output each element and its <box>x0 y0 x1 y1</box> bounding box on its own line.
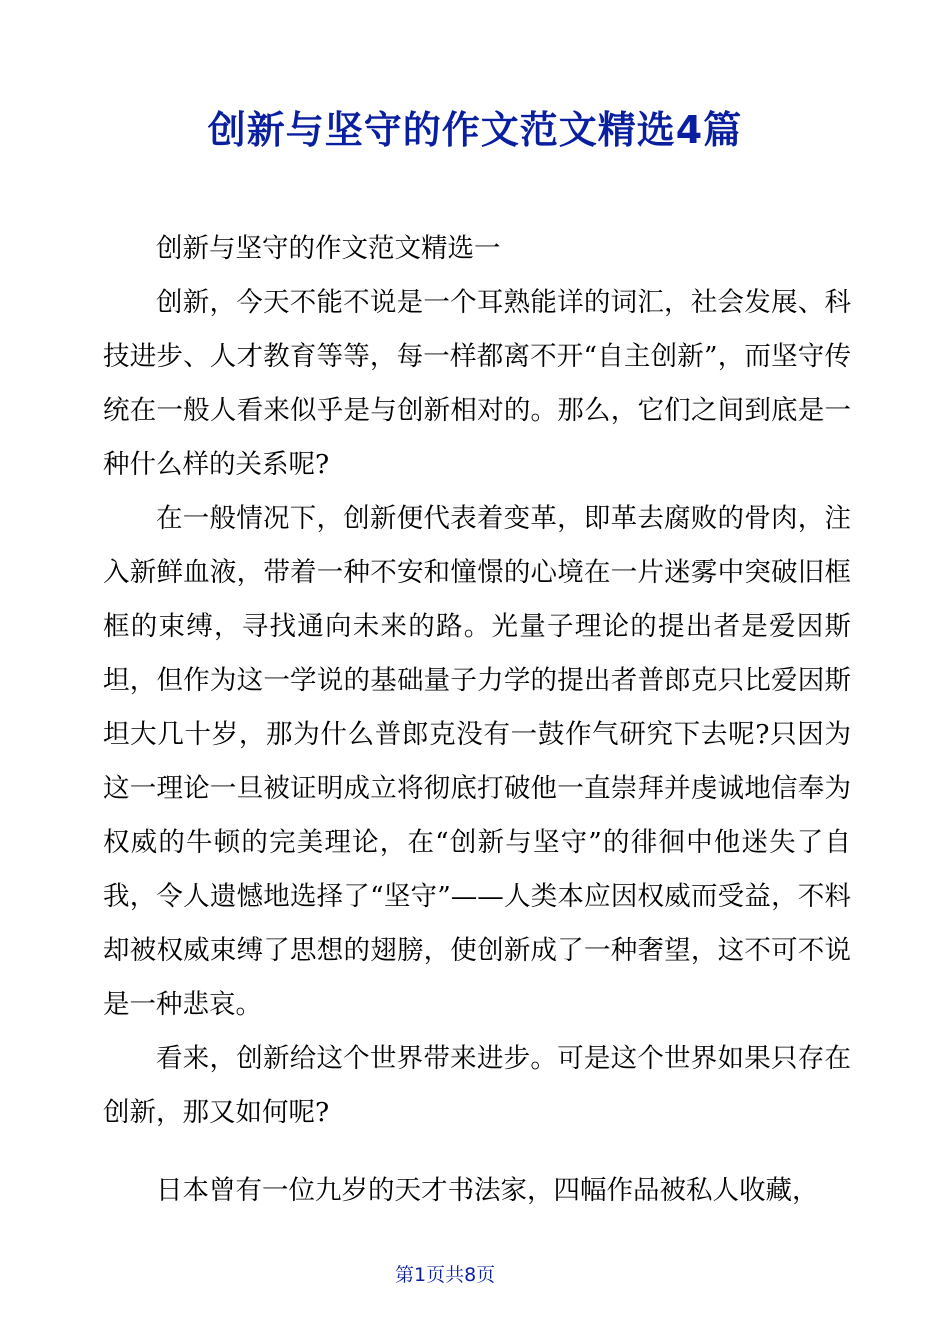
section-heading: 创新与坚守的作文范文精选一 <box>156 233 501 264</box>
paragraph: 看来，创新给这个世界带来进步。可是这个世界如果只存在创新，那又如何呢? <box>103 1043 851 1128</box>
page-number: 第1页共8页 <box>395 1264 496 1286</box>
paragraph: 在一般情况下，创新便代表着变革，即革去腐败的骨肉，注入新鲜血液，带着一种不安和憧憬的心境在一片迷雾中突破旧框框的束缚，寻找通向未来的路。光量子理论的提出者是爱因斯坦，但作为这一学说的基础量子力学的提出者普郎克只比爱因斯坦大几十岁，那为什么普郎克没有一鼓作气研究下去呢?只因为这一理论一旦被证明成立将彻底打破他一直崇拜并虔诚地信奉为权威的牛顿的完美理论，在“创新与坚守”的徘徊中他迷失了自我，令人遗憾地选择了“坚守”——人类本应因权威而受益，不料却被权威束缚了思想的翅膀，使创新成了一种奢望，这不可不说是一种悲哀。 <box>103 503 851 1020</box>
paragraph: 日本曾有一位九岁的天才书法家，四幅作品被私人收藏， <box>156 1175 819 1206</box>
document-title: 创新与坚守的作文范文精选4篇 <box>207 108 743 152</box>
document-body <box>103 222 851 1218</box>
paragraph: 创新，今天不能不说是一个耳熟能详的词汇，社会发展、科技进步、人才教育等等，每一样都离不开“自主创新”，而坚守传统在一般人看来似乎是与创新相对的。那么，它们之间到底是一种什么样的关系呢? <box>103 287 851 480</box>
